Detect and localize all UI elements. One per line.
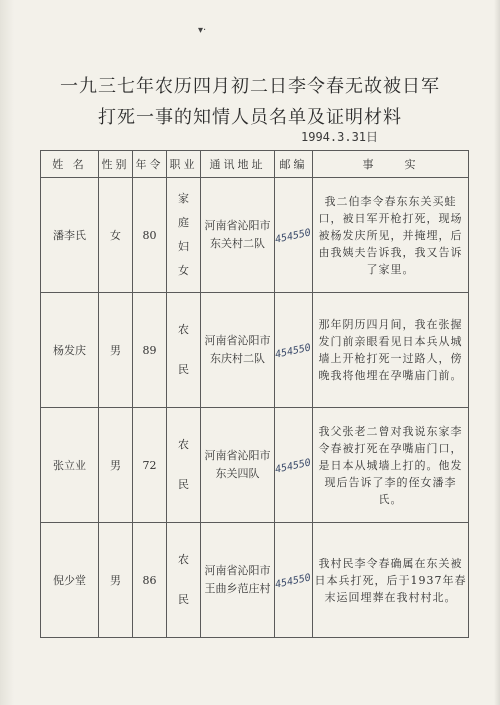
cell-occupation [167,178,201,293]
cell-age: 72 [133,408,167,523]
cell-facts: 我二伯李令春东东关买蛙口，被日军开枪打死，现场被杨发庆所见，并掩埋，后由我姨夫告诉我，我又告诉了家里。 [313,178,469,293]
postcode-handwritten: 454550 [274,571,313,591]
cell-name: 杨发庆 [41,293,99,408]
table-row [41,408,469,523]
document-title-line-1: 一九三七年农历四月初二日李令春无故被日军 [60,76,440,97]
occupation-text: 农民 [178,438,189,491]
header-name: 姓 名 [41,151,99,178]
cell-age: 89 [133,293,167,408]
header-sex: 性别 [99,151,133,178]
postcode-handwritten: 454550 [274,456,313,476]
occupation-text: 农民 [178,553,189,606]
cell-postcode [275,178,313,293]
cell-postcode [275,523,313,638]
cell-address: 河南省沁阳市王曲乡范庄村 [201,523,275,638]
cell-facts: 我父张老二曾对我说东家李令春被打死在孕嘴庙门口，是日本从城墙上打的。他发现后告诉了李的侄女潘李氏。 [313,408,469,523]
table-header-row [41,151,469,178]
witness-table [40,150,469,638]
document-date: 1994.3.31日 [301,130,379,144]
cell-age: 86 [133,523,167,638]
cell-postcode [275,293,313,408]
header-occupation: 职业 [167,151,201,178]
cell-name: 张立业 [41,408,99,523]
cell-address: 河南省沁阳市东关村二队 [201,178,275,293]
cell-facts: 那年阴历四月间，我在张握发门前亲眼看见日本兵从城墙上开枪打死一过路人，傍晚我将他埋在孕嘴庙门前。 [313,293,469,408]
cell-sex: 男 [99,523,133,638]
cell-sex: 男 [99,293,133,408]
cell-name: 倪少堂 [41,523,99,638]
occupation-text: 家庭妇女 [178,192,189,277]
table-row [41,293,469,408]
postcode-handwritten: 454550 [274,341,313,361]
header-age: 年令 [133,151,167,178]
cell-sex: 女 [99,178,133,293]
cell-age: 80 [133,178,167,293]
cell-occupation [167,523,201,638]
header-address: 通讯地址 [201,151,275,178]
cell-occupation [167,408,201,523]
cell-facts: 我村民李令春确属在东关被日本兵打死，后于1937年春末运回埋葬在我村村北。 [313,523,469,638]
table-row [41,178,469,293]
stray-mark: ▾· [198,25,207,36]
cell-postcode [275,408,313,523]
postcode-handwritten: 454550 [274,226,313,246]
document-title-line-2: 打死一事的知情人员名单及证明材料 [98,107,402,128]
table-row [41,523,469,638]
cell-name: 潘李氏 [41,178,99,293]
cell-occupation [167,293,201,408]
cell-address: 河南省沁阳市东关四队 [201,408,275,523]
header-postcode: 邮编 [275,151,313,178]
header-facts: 事 实 [313,151,469,178]
occupation-text: 农民 [178,323,189,376]
cell-address: 河南省沁阳市东庆村二队 [201,293,275,408]
cell-sex: 男 [99,408,133,523]
